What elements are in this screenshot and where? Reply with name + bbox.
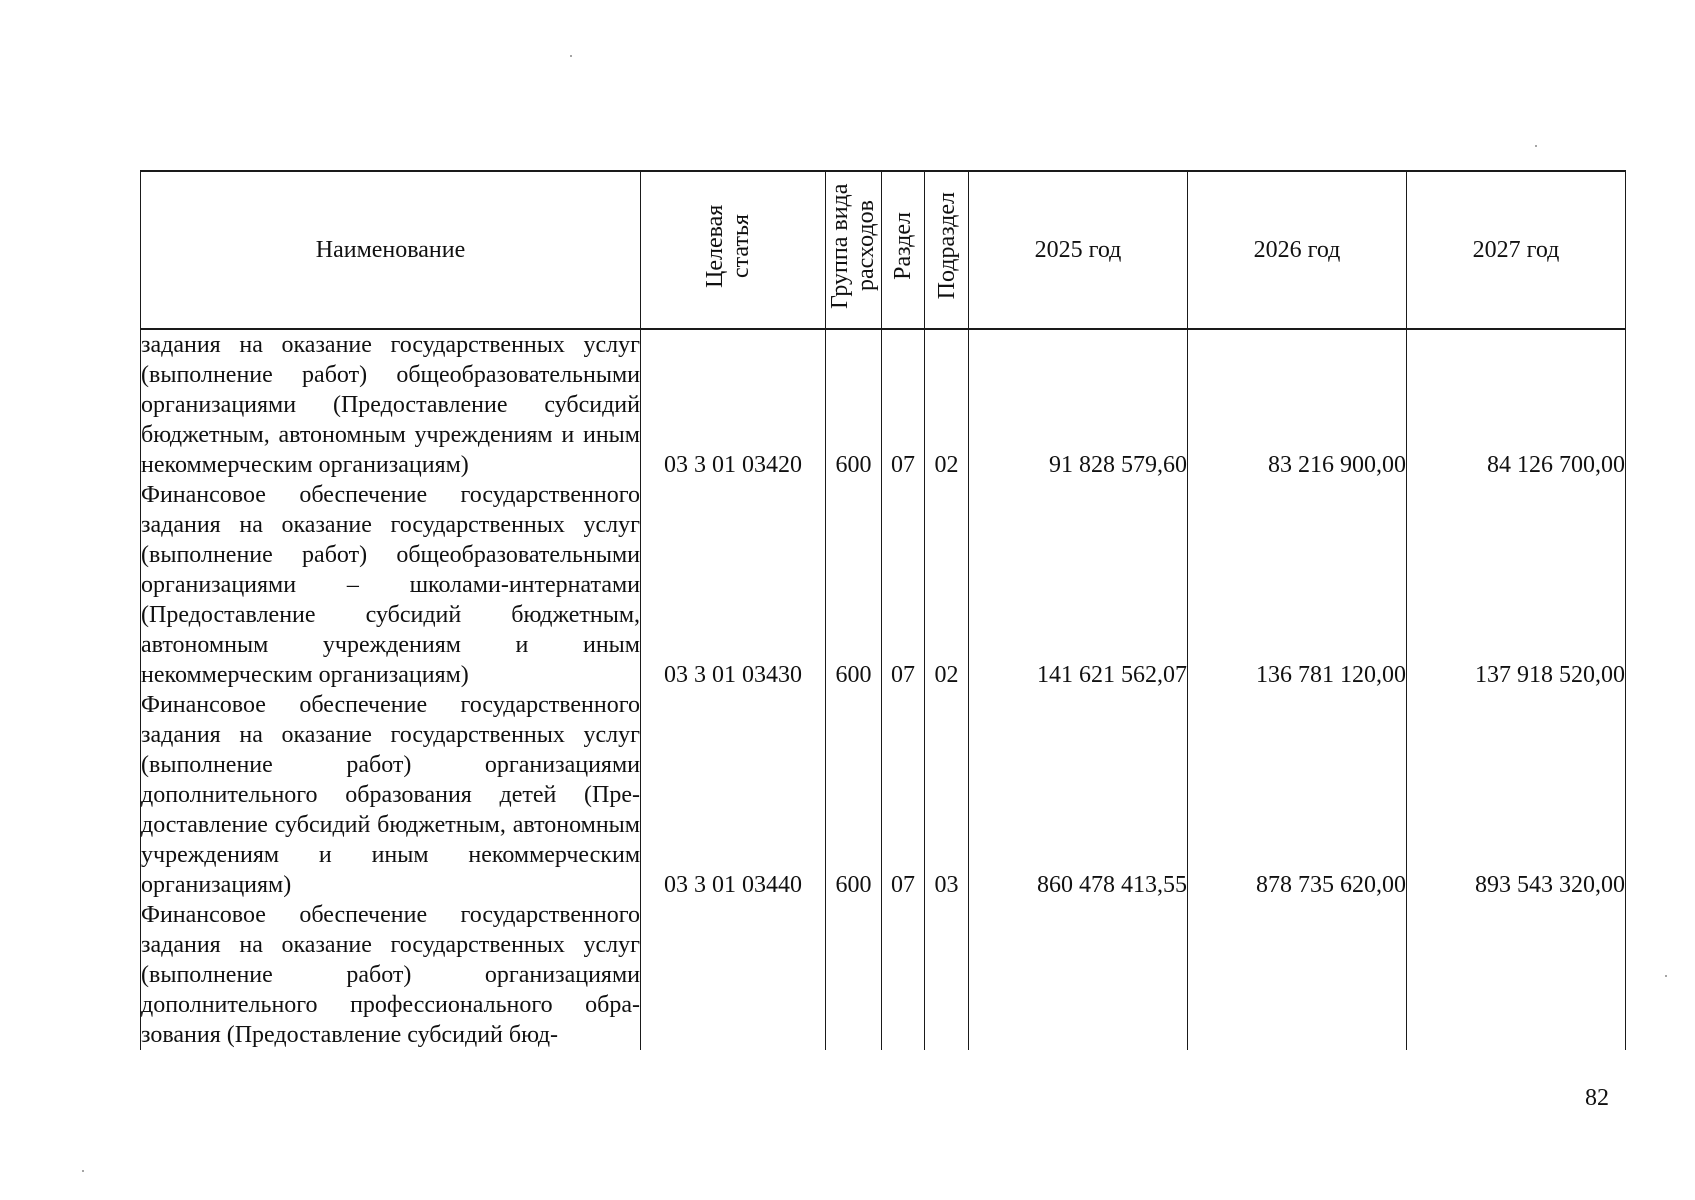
header-target-article: Целевая статья: [641, 171, 826, 329]
row-section: 07: [882, 480, 925, 690]
row-2026: 878 735 620,00: [1188, 690, 1407, 900]
row-subsection: 02: [925, 329, 969, 480]
page-number: 82: [1585, 1085, 1609, 1111]
row-name: Финансовое обеспечение государственного задания на оказание государственных услуг (выполнение работ) организациями дополнительного образования детей (Предоставление субсидий бюджетным, автономным учреждениям и иным некоммерческим организациям): [141, 692, 640, 898]
row-2027: 893 543 320,00: [1407, 690, 1626, 900]
row-code: 03 3 01 03440: [641, 690, 826, 900]
row-2025: 91 828 579,60: [969, 329, 1188, 480]
table-row: [141, 480, 1626, 690]
scan-speck: [570, 55, 572, 57]
scan-speck: [82, 1170, 84, 1172]
row-section: [882, 900, 925, 1050]
row-2026: [1188, 900, 1407, 1050]
row-subsection: 03: [925, 690, 969, 900]
row-subsection: 02: [925, 480, 969, 690]
table-header-row: [141, 171, 1626, 329]
budget-table-sheet: [140, 170, 1625, 1062]
scan-speck: [1535, 145, 1537, 147]
budget-table: [140, 170, 1626, 1050]
row-2027: [1407, 900, 1626, 1050]
row-name: задания на оказание государственных услуг (выполнение работ) общеобразовательными организациями (Предоставление субсидий бюджетным, автономным учреждениям и иным некоммерческим организациям): [141, 329, 641, 480]
row-2027: 84 126 700,00: [1407, 329, 1626, 480]
row-code: 03 3 01 03420: [641, 329, 826, 480]
row-2025: 141 621 562,07: [969, 480, 1188, 690]
row-section: 07: [882, 329, 925, 480]
header-expense-group: Группа вида расходов: [826, 171, 882, 329]
header-year-2027: 2027 год: [1407, 171, 1626, 329]
row-2027: 137 918 520,00: [1407, 480, 1626, 690]
row-code: 03 3 01 03430: [641, 480, 826, 690]
row-group: 600: [826, 329, 882, 480]
header-year-2025: 2025 год: [969, 171, 1188, 329]
row-2025: [969, 900, 1188, 1050]
row-group: 600: [826, 480, 882, 690]
row-group: 600: [826, 690, 882, 900]
scan-speck: [1665, 975, 1667, 977]
row-name: Финансовое обеспечение государственного задания на оказание государственных услуг (выполнение работ) общеобразовательными организациями – школами-интернатами (Предоставление субсидий бюджетным, автономным учреждениям и иным некоммерческим организациям): [141, 482, 640, 688]
header-year-2026: 2026 год: [1188, 171, 1407, 329]
row-2026: 83 216 900,00: [1188, 329, 1407, 480]
row-code: [641, 900, 826, 1050]
header-name: Наименование: [141, 171, 641, 329]
row-2026: 136 781 120,00: [1188, 480, 1407, 690]
row-name: Финансовое обеспечение государственного задания на оказание государственных услуг (выполнение работ) организациями дополнительного профессионального образования (Предоставление субсидий бюд-: [141, 902, 640, 1048]
header-section: Раздел: [882, 171, 925, 329]
header-subsection: Подраздел: [925, 171, 969, 329]
row-2025: 860 478 413,55: [969, 690, 1188, 900]
row-subsection: [925, 900, 969, 1050]
row-group: [826, 900, 882, 1050]
table-row: [141, 329, 1626, 480]
table-row: [141, 690, 1626, 900]
row-section: 07: [882, 690, 925, 900]
table-row: [141, 900, 1626, 1050]
